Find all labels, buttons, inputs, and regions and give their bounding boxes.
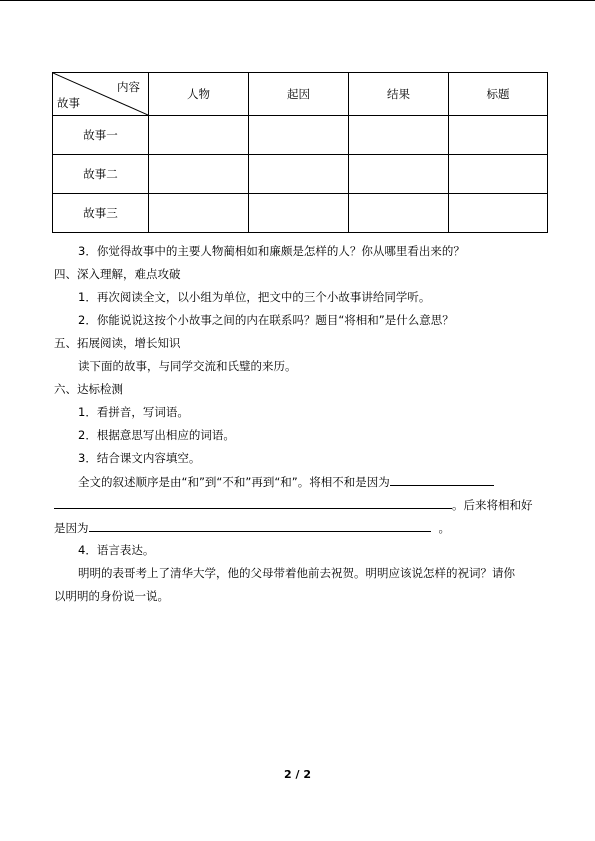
section-4-item-1: 1．再次阅读全文，以小组为单位，把文中的三个小故事讲给同学听。 — [78, 290, 431, 304]
fill-text-because: 是因为 — [54, 521, 89, 535]
table-cell[interactable] — [449, 116, 548, 155]
table-header-row — [53, 73, 548, 116]
header-title: 标题 — [449, 73, 548, 116]
table-cell[interactable] — [349, 155, 449, 194]
section-6-heading: 六、达标检测 — [54, 382, 123, 396]
section-4-item-2: 2．你能说说这按个小故事之间的内在联系吗？题目“将相和”是什么意思？ — [78, 313, 454, 327]
fill-blank-1[interactable] — [390, 473, 494, 486]
table-row — [53, 194, 548, 233]
fill-line-1 — [78, 473, 494, 490]
table-cell[interactable] — [349, 116, 449, 155]
fill-text-later: 。后来将相和好 — [452, 498, 533, 512]
fill-text-period: 。 — [438, 521, 450, 535]
top-rule — [0, 0, 595, 1]
corner-label-content: 内容 — [117, 80, 140, 94]
question-3: 3．你觉得故事中的主要人物蔺相如和廉颇是怎样的人？你从哪里看出来的？ — [78, 244, 465, 258]
header-cause: 起因 — [249, 73, 349, 116]
corner-label-story: 故事 — [57, 96, 80, 110]
page-number: 2 / 2 — [284, 768, 311, 781]
table-cell[interactable] — [149, 155, 249, 194]
table-cell[interactable] — [249, 116, 349, 155]
diagonal-header-cell — [53, 73, 149, 116]
fill-blank-3[interactable] — [89, 519, 431, 532]
expression-paragraph-line-2: 以明明的身份说一说。 — [54, 589, 169, 603]
section-6-item-1: 1．看拼音，写词语。 — [78, 405, 189, 419]
fill-text-order: 全文的叙述顺序是由“和”到“不和”再到“和”。将相不和是因为 — [78, 475, 390, 489]
section-4-heading: 四、深入理解，难点攻破 — [54, 267, 181, 281]
fill-line-3 — [54, 519, 450, 536]
row-label: 故事一 — [53, 116, 149, 155]
row-label: 故事三 — [53, 194, 149, 233]
table-cell[interactable] — [149, 116, 249, 155]
table-cell[interactable] — [249, 194, 349, 233]
table-cell[interactable] — [349, 194, 449, 233]
table-row — [53, 155, 548, 194]
header-result: 结果 — [349, 73, 449, 116]
section-6-item-2: 2．根据意思写出相应的词语。 — [78, 428, 235, 442]
section-6-item-3: 3．结合课文内容填空。 — [78, 451, 201, 465]
fill-blank-2[interactable] — [54, 496, 452, 509]
section-5-item-1: 读下面的故事，与同学交流和氏璧的来历。 — [78, 359, 297, 373]
table-cell[interactable] — [149, 194, 249, 233]
table-row — [53, 116, 548, 155]
section-6-item-4: 4．语言表达。 — [78, 543, 155, 557]
row-label: 故事二 — [53, 155, 149, 194]
expression-paragraph-line-1: 明明的表哥考上了清华大学，他的父母带着他前去祝贺。明明应该说怎样的祝词？请你 — [78, 566, 515, 580]
header-characters: 人物 — [149, 73, 249, 116]
table-cell[interactable] — [449, 194, 548, 233]
table-cell[interactable] — [449, 155, 548, 194]
story-table — [52, 72, 548, 233]
table-cell[interactable] — [249, 155, 349, 194]
section-5-heading: 五、拓展阅读，增长知识 — [54, 336, 181, 350]
fill-line-2 — [54, 496, 533, 513]
